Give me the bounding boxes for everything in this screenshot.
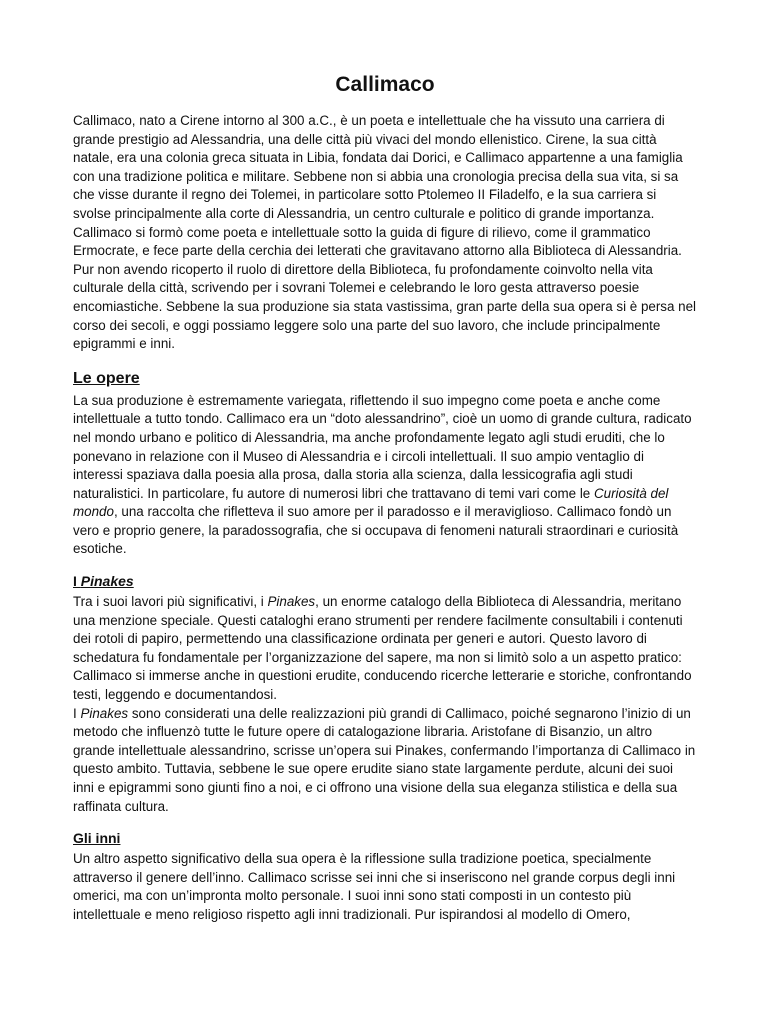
section-heading-opere: Le opere: [73, 369, 140, 387]
pinakes-heading-prefix: I: [73, 573, 81, 590]
pinakes-p1-italic: Pinakes: [267, 594, 316, 610]
opere-paragraph: [73, 392, 697, 559]
inni-paragraph: Un altro aspetto significativo della sua opera è la riflessione sulla tradizione poetica, specialmente attraverso il genere dell’inno. Callimaco scrisse sei inni che si inseriscono nel grande corpus degli inni omerici, ma con un’impronta molto personale. I suoi inni sono stati composti in un contesto più intellettuale e meno religioso rispetto agli inni tradizionali. Pur ispirandosi al modello di Omero,: [73, 851, 676, 922]
pinakes-p2-italic: Pinakes: [80, 705, 129, 721]
pinakes-p2-text-b: sono considerati una delle realizzazioni più grandi di Callimaco, poiché segnarono l’inizio di un metodo che influenzò tutte le future opere di catalogazione libraria. Aristofane di Bisanzio, un altro grande intellettuale alessandrino, scrisse un’opera sui Pinakes, confermando l’importanza di Callimaco in questo ambito. Tuttavia, sebbene le sue opere erudite siano state largamente perdute, alcuni dei suoi inni e epigrammi sono giunti fino a noi, e ci offrono una visione della sua eleganza stilistica e della sua raffinata cultura.: [73, 705, 696, 814]
intro-paragraph-2: Callimaco si formò come poeta e intellettuale sotto la guida di figure di rilievo, come il grammatico Ermocrate, e fece parte della cerchia dei letterati che gravitavano attorno alla Biblioteca di Alessandria. Pur non avendo ricoperto il ruolo di direttore della Biblioteca, fu profondamente coinvolto nella vita culturale della città, scrivendo per i sovrani Tolemei e celebrando le loro gesta attraverso poesie encomiastiche. Sebbene la sua produzione sia stata vastissima, gran parte della sua opera si è persa nel corso dei secoli, e oggi possiamo leggere solo una parte del suo lavoro, che include principalmente epigrammi e inni.: [73, 224, 697, 352]
opere-text-b: , una raccolta che rifletteva il suo amore per il paradosso e il meraviglioso. Callimaco fondò un vero e proprio genere, la paradossografia, che si occupava di fenomeni naturali straordinari e curiosità esotiche.: [73, 504, 679, 557]
document-title: Callimaco: [335, 73, 435, 96]
pinakes-p2-text-a: I: [73, 705, 81, 721]
section-heading-pinakes: [73, 571, 697, 591]
intro-paragraph-1: Callimaco, nato a Cirene intorno al 300 a.C., è un poeta e intellettuale che ha vissuto una carriera di grande prestigio ad Alessandria, una delle città più vivaci del mondo ellenistico. Cirene, la sua città natale, era una colonia greca situata in Libia, fondata dai Dorici, e Callimaco appartenne a una famiglia con una tradizione politica e militare. Sebbene non si abbia una cronologia precisa della sua vita, si sa che visse durante il regno dei Tolemei, in particolare sotto Ptolemeo II Filadelfo, e la sua carriera si svolse principalmente alla corte di Alessandria, un centro culturale e politico di grande importanza.: [73, 113, 683, 221]
pinakes-heading-italic: Pinakes: [80, 573, 134, 590]
pinakes-paragraph-1: [73, 593, 697, 705]
pinakes-p1-text-a: Tra i suoi lavori più significativi, i: [73, 594, 268, 610]
opere-text-italic: Curiosità del mondo: [73, 485, 669, 520]
document-page: [73, 70, 697, 925]
section-heading-inni: Gli inni: [73, 830, 121, 847]
pinakes-p1-text-b: , un enorme catalogo della Biblioteca di Alessandria, meritano una menzione speciale. Questi cataloghi erano strumenti per rendere facilmente consultabili i contenuti dei rotoli di papiro, permettendo una classificazione ordinata per generi e autori. Questo lavoro di schedatura fu fondamentale per l’organizzazione del sapere, ma non si limitò solo a un aspetto pratico: Callimaco si immerse anche in questioni erudite, conducendo ricerche letterarie e storiche, confrontando testi, leggendo e documentandosi.: [73, 594, 692, 703]
pinakes-paragraph-2: [73, 705, 697, 817]
opere-text-a: La sua produzione è estremamente variegata, riflettendo il suo impegno come poeta e anche come intellettuale a tutto tondo. Callimaco era un “doto alessandrino”, cioè un uomo di grande cultura, radicato nel mondo urbano e politico di Alessandria, ma anche profondamente legato agli studi eruditi, che lo ponevano in relazione con il Museo di Alessandria e i circoli intellettuali. Il suo ampio ventaglio di interessi spaziava dalla poesia alla prosa, dalla storia alla scienza, dalla lessicografia agli studi naturalistici. In particolare, fu autore di numerosi libri che trattavano di temi vari come le: [73, 392, 692, 501]
